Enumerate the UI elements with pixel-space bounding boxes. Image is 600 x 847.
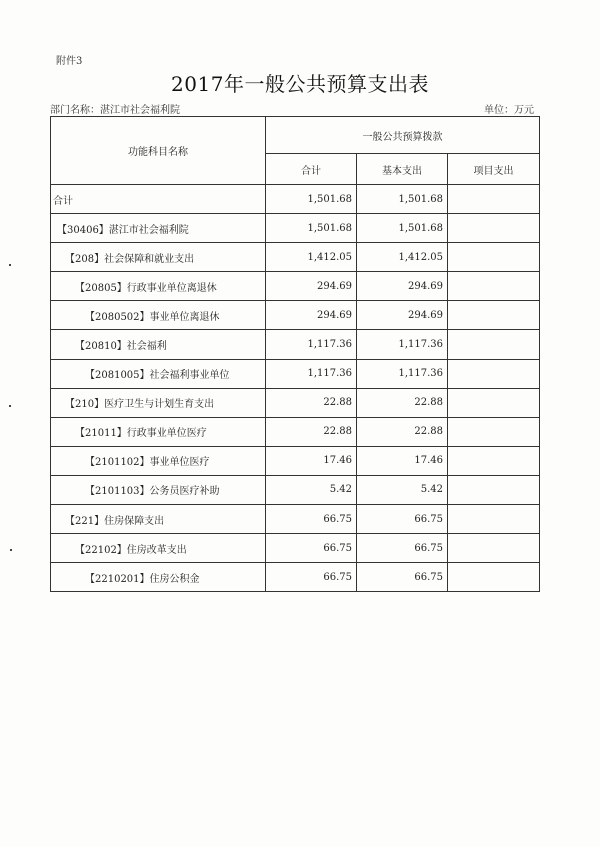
table-row [51,446,540,475]
table-row [51,534,540,563]
table-row [51,475,540,504]
row-total: 1,501.68 [266,185,357,214]
row-name: 【2210201】住房公积金 [51,563,266,592]
row-name: 【208】社会保障和就业支出 [51,243,266,272]
row-name: 【2081005】社会福利事业单位 [51,359,266,388]
budget-table [50,116,540,592]
row-basic: 1,412.05 [357,243,448,272]
scan-speck [9,264,11,266]
row-total: 1,501.68 [266,214,357,243]
row-project [448,534,540,563]
row-project [448,214,540,243]
row-total: 22.88 [266,388,357,417]
row-name: 【21011】行政事业单位医疗 [51,417,266,446]
row-total: 66.75 [266,505,357,534]
row-basic: 294.69 [357,272,448,301]
row-total: 66.75 [266,534,357,563]
row-basic: 1,117.36 [357,330,448,359]
table-row [51,563,540,592]
header-total: 合计 [266,154,357,185]
row-name: 【22102】住房改革支出 [51,534,266,563]
table-row [51,388,540,417]
row-total: 1,117.36 [266,330,357,359]
scan-speck [10,549,12,551]
row-basic: 5.42 [357,475,448,504]
row-name: 【30406】湛江市社会福利院 [51,214,266,243]
row-name: 【2080502】事业单位离退休 [51,301,266,330]
header-item-name: 功能科目名称 [51,117,266,185]
row-project [448,272,540,301]
row-total: 294.69 [266,272,357,301]
row-project [448,301,540,330]
attachment-label: 附件3 [56,56,83,67]
row-project [448,446,540,475]
department-label: 部门名称：湛江市社会福利院 [50,105,180,116]
row-total: 1,117.36 [266,359,357,388]
row-project [448,185,540,214]
table-row [51,185,540,214]
row-project [448,330,540,359]
row-project [448,417,540,446]
table-row [51,417,540,446]
row-name: 【2101103】公务员医疗补助 [51,475,266,504]
page-title: 2017年一般公共预算支出表 [171,72,429,96]
row-name: 【20810】社会福利 [51,330,266,359]
row-basic: 17.46 [357,446,448,475]
row-basic: 66.75 [357,534,448,563]
table-row [51,272,540,301]
table-row [51,505,540,534]
row-project [448,563,540,592]
table-row [51,359,540,388]
row-basic: 66.75 [357,563,448,592]
row-name: 【20805】行政事业单位离退休 [51,272,266,301]
row-total: 1,412.05 [266,243,357,272]
header-project: 项目支出 [448,154,540,185]
header-basic: 基本支出 [357,154,448,185]
row-total: 66.75 [266,563,357,592]
row-basic: 1,501.68 [357,185,448,214]
row-project [448,359,540,388]
row-name: 合计 [51,185,266,214]
row-basic: 66.75 [357,505,448,534]
row-basic: 1,117.36 [357,359,448,388]
row-project [448,243,540,272]
row-total: 17.46 [266,446,357,475]
row-basic: 22.88 [357,417,448,446]
table-row [51,301,540,330]
row-name: 【221】住房保障支出 [51,505,266,534]
row-total: 22.88 [266,417,357,446]
table-row [51,214,540,243]
row-name: 【2101102】事业单位医疗 [51,446,266,475]
row-total: 294.69 [266,301,357,330]
row-name: 【210】医疗卫生与计划生育支出 [51,388,266,417]
scan-speck [9,405,11,407]
table-row [51,330,540,359]
row-basic: 22.88 [357,388,448,417]
header-group: 一般公共预算拨款 [266,117,540,154]
unit-label: 单位：万元 [484,105,534,116]
row-project [448,388,540,417]
table-row [51,243,540,272]
row-basic: 294.69 [357,301,448,330]
row-total: 5.42 [266,475,357,504]
row-project [448,505,540,534]
row-project [448,475,540,504]
row-basic: 1,501.68 [357,214,448,243]
